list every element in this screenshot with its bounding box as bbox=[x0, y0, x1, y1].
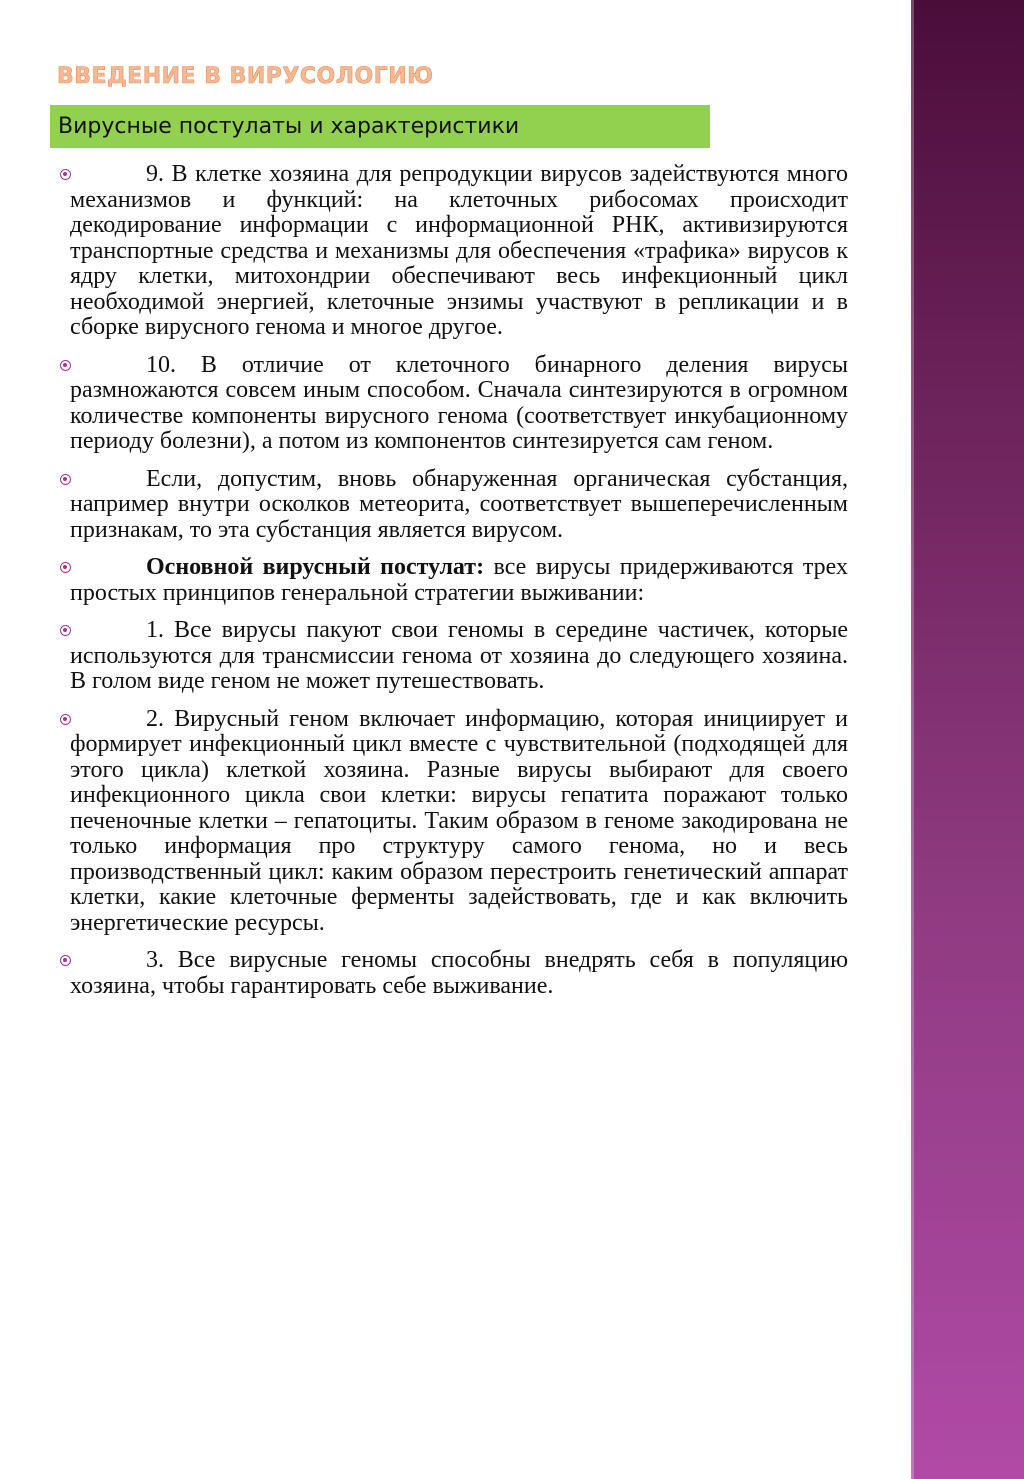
paragraph-item bbox=[62, 618, 848, 695]
paragraph-text: 1. Все вирусы пакуют свои геномы в середине частичек, которые используются для трансмиссии генома от хозяина до следующего хозяина. В голом виде геном не может путешествовать. bbox=[70, 617, 848, 694]
circle-dot-bullet-icon bbox=[60, 714, 71, 725]
section-title: ВВЕДЕНИЕ В ВИРУСОЛОГИЮ bbox=[57, 64, 434, 89]
paragraph-item bbox=[62, 707, 848, 937]
paragraph-text: Если, допустим, вновь обнаруженная органическая субстанция, например внутри осколков метеорита, соответствует вышеперечисленным признакам, то эта субстанция является вирусом. bbox=[70, 465, 848, 543]
decorative-side-band bbox=[911, 0, 1024, 1479]
paragraph-text: все вирусы придерживаются трех простых принципов генеральной стратегии выживании: bbox=[70, 554, 848, 606]
subtitle-text: Вирусные постулаты и характеристики bbox=[58, 114, 520, 139]
circle-dot-bullet-icon bbox=[60, 360, 71, 371]
subtitle-bar bbox=[50, 105, 710, 148]
paragraph-item bbox=[62, 467, 848, 544]
paragraph-item bbox=[62, 162, 848, 341]
circle-dot-bullet-icon bbox=[60, 562, 71, 573]
paragraph-text: 9. В клетке хозяина для репродукции вирусов задействуются много механизмов и функций: на клеточных рибосомах происходит декодирование информации с информационной РНК, активизируются транспортные средства и механизмы для обеспечения «трафика» вирусов к ядру клетки, митохондрии обеспечивают весь инфекционный цикл необходимой энергией, клеточные энзимы участвуют в репликации и в сборке вирусного генома и многое другое. bbox=[70, 161, 848, 340]
postulate-heading: Основной вирусный постулат: bbox=[146, 554, 485, 580]
circle-dot-bullet-icon bbox=[60, 625, 71, 636]
paragraph-item bbox=[62, 353, 848, 455]
paragraph-text: 3. Все вирусные геномы способны внедрять себя в популяцию хозяина, чтобы гарантировать себе выживание. bbox=[70, 947, 848, 999]
paragraph-item bbox=[62, 948, 848, 999]
paragraph-item bbox=[62, 555, 848, 606]
paragraph-text: 2. Вирусный геном включает информацию, которая инициирует и формирует инфекционный цикл вместе с чувствительной (подходящей для этого цикла) клеткой хозяина. Разные вирусы выбирают для своего инфекционного цикла свои клетки: вирусы гепатита поражают только печеночные клетки – гепатоциты. Таким образом в геноме закодирована не только информация про структуру самого генома, но и весь производственный цикл: каким образом перестроить генетический аппарат клетки, какие клеточные ферменты задействовать, где и как включить энергетические ресурсы. bbox=[70, 705, 848, 936]
content-list bbox=[62, 162, 848, 1011]
circle-dot-bullet-icon bbox=[60, 169, 71, 180]
circle-dot-bullet-icon bbox=[60, 474, 71, 485]
paragraph-text: 10. В отличие от клеточного бинарного деления вирусы размножаются совсем иным способом. Сначала синтезируются в огромном количестве компоненты вирусного генома (соответствует инкубационному периоду болезни), а потом из компонентов синтезируется сам геном. bbox=[70, 351, 848, 454]
circle-dot-bullet-icon bbox=[60, 955, 71, 966]
